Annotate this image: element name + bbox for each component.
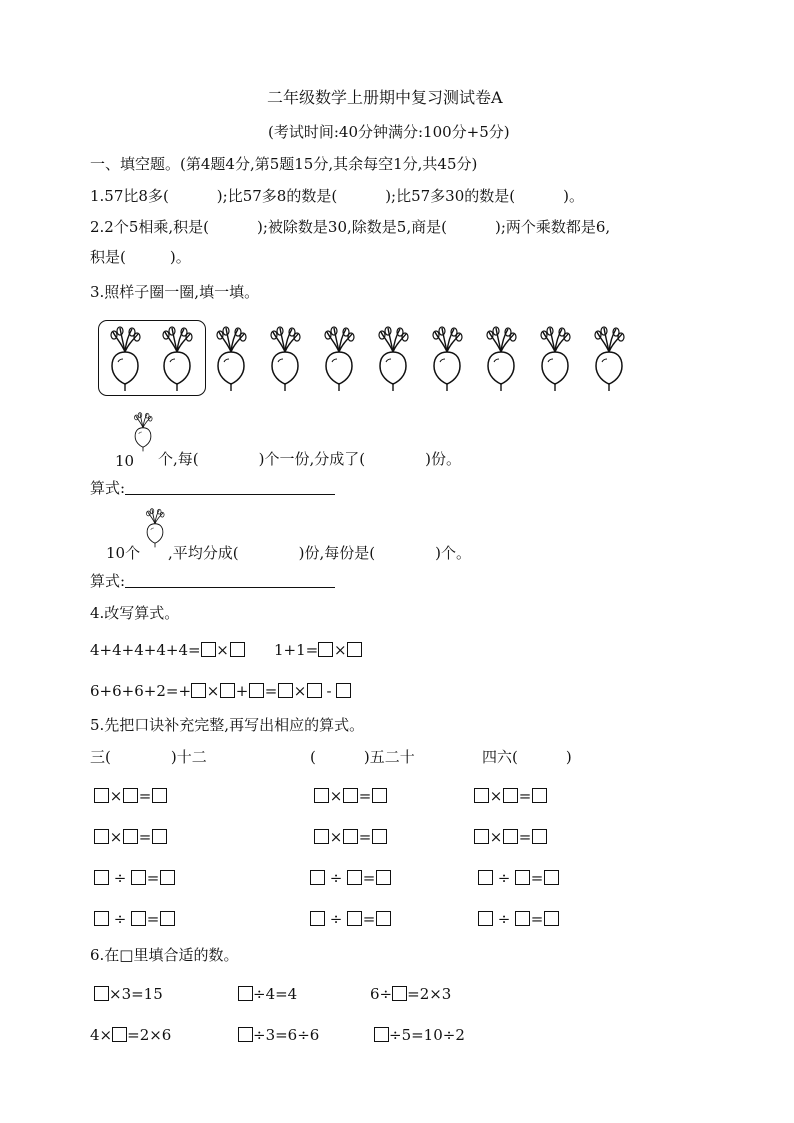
q5-eq (94, 786, 167, 806)
q5-eq (94, 868, 175, 888)
answer-box[interactable] (478, 911, 493, 926)
answer-box[interactable] (310, 911, 325, 926)
q3b-formula (90, 571, 335, 591)
answer-box[interactable] (131, 870, 146, 885)
answer-box[interactable] (278, 683, 293, 698)
radish-icon (534, 326, 576, 392)
equals-sign: = (146, 910, 160, 928)
q3b-number: 10个 (106, 544, 141, 562)
q4-expr-2: 1+1= (274, 641, 319, 659)
times-sign: × (489, 828, 503, 846)
q5-rhyme-3 (482, 747, 572, 767)
question-6-heading: 6.在□里填合适的数。 (90, 946, 239, 964)
times-sign: × (333, 641, 347, 659)
equals-sign: = (362, 910, 376, 928)
q5-eq (478, 868, 559, 888)
q6-expr: 4× (90, 1026, 113, 1044)
times-sign: × (329, 787, 343, 805)
equals-sign: = (362, 869, 376, 887)
question-3-heading: 3.照样子圈一圈,填一填。 (90, 283, 260, 301)
answer-box[interactable] (376, 911, 391, 926)
rhyme-text: 四六( (482, 748, 518, 766)
q2-text-3: );两个乘数都是6, (494, 218, 611, 236)
minus-sign: - (326, 682, 332, 700)
q6-item (374, 1025, 465, 1045)
q4-expr-1: 4+4+4+4+4= (90, 641, 201, 659)
answer-box[interactable] (392, 986, 407, 1001)
divide-sign: ÷ (497, 910, 511, 928)
answer-box[interactable] (532, 788, 547, 803)
rhyme-text: ) (565, 748, 572, 766)
answer-box[interactable] (474, 788, 489, 803)
answer-box[interactable] (310, 870, 325, 885)
q6-item (370, 984, 451, 1004)
answer-box[interactable] (314, 829, 329, 844)
answer-box[interactable] (474, 829, 489, 844)
q1-text-1: 1.57比8多( (90, 187, 169, 205)
plus-sign: + (235, 682, 249, 700)
answer-box[interactable] (347, 642, 362, 657)
divide-sign: ÷ (329, 869, 343, 887)
answer-box[interactable] (152, 829, 167, 844)
answer-box[interactable] (123, 829, 138, 844)
q3b-text-2: )份,每份是( (298, 544, 376, 562)
equals-sign: = (138, 787, 152, 805)
answer-line[interactable] (125, 480, 335, 495)
question-2-line-2 (90, 247, 191, 267)
radish-icon (480, 326, 522, 392)
answer-box[interactable] (347, 870, 362, 885)
question-3a (158, 449, 461, 469)
answer-box[interactable] (376, 870, 391, 885)
question-2 (90, 217, 610, 237)
answer-box[interactable] (94, 870, 109, 885)
answer-box[interactable] (314, 788, 329, 803)
radish-icon (142, 508, 168, 548)
answer-box[interactable] (307, 683, 322, 698)
formula-label: 算式: (90, 572, 126, 590)
answer-box[interactable] (112, 1027, 127, 1042)
q6-expr: =2×6 (127, 1026, 172, 1044)
q1-text-2: );比57多8的数是( (216, 187, 338, 205)
answer-box[interactable] (478, 870, 493, 885)
radish-icon (104, 326, 146, 392)
q6-expr: 6÷ (370, 985, 393, 1003)
q2-text-1: 2.2个5相乘,积是( (90, 218, 210, 236)
q3b-text-3: )个。 (435, 544, 471, 562)
answer-box[interactable] (343, 829, 358, 844)
answer-box[interactable] (374, 1027, 389, 1042)
radish-icon (318, 326, 360, 392)
equals-sign: = (518, 828, 532, 846)
rhyme-text: ( (310, 748, 316, 766)
q2-text-4: 积是( (90, 248, 126, 266)
page-title: 二年级数学上册期中复习测试卷A (267, 88, 503, 107)
radish-icon (156, 326, 198, 392)
q6-expr: =2×3 (407, 985, 452, 1003)
q5-eq (310, 868, 391, 888)
q3a-text-3: )份。 (425, 450, 461, 468)
q4-expr-3: 6+6+6+2=+ (90, 682, 192, 700)
answer-box[interactable] (347, 911, 362, 926)
rhyme-text: 三( (90, 748, 111, 766)
answer-box[interactable] (532, 829, 547, 844)
q3a-number: 10 (115, 452, 135, 470)
answer-box[interactable] (230, 642, 245, 657)
equals-sign: = (146, 869, 160, 887)
formula-label: 算式: (90, 479, 126, 497)
q3a-formula (90, 478, 335, 498)
q5-eq (310, 909, 391, 929)
question-5-heading: 5.先把口诀补充完整,再写出相应的算式。 (90, 716, 365, 734)
q6-item (238, 984, 297, 1004)
q5-eq (314, 786, 387, 806)
equals-sign: = (518, 787, 532, 805)
answer-box[interactable] (191, 683, 206, 698)
q6-item (90, 1025, 171, 1045)
q6-item (238, 1025, 319, 1045)
answer-box[interactable] (544, 870, 559, 885)
q3b-text-1: ,平均分成( (168, 544, 239, 562)
answer-box[interactable] (220, 683, 235, 698)
q5-eq (474, 827, 547, 847)
q5-rhyme-2 (310, 747, 415, 767)
answer-box[interactable] (238, 1027, 253, 1042)
radish-icon (210, 326, 252, 392)
divide-sign: ÷ (329, 910, 343, 928)
divide-sign: ÷ (497, 869, 511, 887)
equals-sign: = (530, 910, 544, 928)
q3a-text-2: )个一份,分成了( (258, 450, 366, 468)
answer-box[interactable] (343, 788, 358, 803)
q1-text-3: );比57多30的数是( (385, 187, 516, 205)
q1-text-4: )。 (563, 187, 584, 205)
equals-sign: = (358, 787, 372, 805)
answer-box[interactable] (249, 683, 264, 698)
q6-expr: ÷3=6÷6 (253, 1026, 320, 1044)
answer-box[interactable] (544, 911, 559, 926)
radish-icon (130, 412, 156, 452)
equals-sign: = (264, 682, 278, 700)
answer-box[interactable] (336, 683, 351, 698)
answer-box[interactable] (372, 788, 387, 803)
divide-sign: ÷ (113, 869, 127, 887)
times-sign: × (489, 787, 503, 805)
divide-sign: ÷ (113, 910, 127, 928)
q5-eq (478, 909, 559, 929)
times-sign: × (109, 828, 123, 846)
q3a-text-1: 个,每( (158, 450, 199, 468)
answer-box[interactable] (94, 911, 109, 926)
rhyme-text: )十二 (170, 748, 207, 766)
q4-row-1b (274, 640, 362, 660)
q2-text-5: )。 (169, 248, 191, 266)
radish-icon (588, 326, 630, 392)
q5-eq (94, 909, 175, 929)
page-subtitle: (考试时间:40分钟满分:100分+5分) (268, 123, 510, 141)
answer-box[interactable] (123, 788, 138, 803)
times-sign: × (109, 787, 123, 805)
q5-eq (94, 827, 167, 847)
answer-box[interactable] (372, 829, 387, 844)
answer-line[interactable] (125, 573, 335, 588)
q6-expr: ÷4=4 (253, 985, 298, 1003)
answer-box[interactable] (94, 829, 109, 844)
answer-box[interactable] (318, 642, 333, 657)
equals-sign: = (530, 869, 544, 887)
q4-row-1 (90, 640, 245, 660)
answer-box[interactable] (238, 986, 253, 1001)
q2-text-2: );被除数是30,除数是5,商是( (257, 218, 447, 236)
q5-rhyme-1 (90, 747, 207, 767)
rhyme-text: )五二十 (363, 748, 415, 766)
radish-icon (372, 326, 414, 392)
section-heading: 一、填空题。(第4题4分,第5题15分,其余每空1分,共45分) (90, 155, 478, 173)
q6-item (94, 984, 163, 1004)
q5-eq (314, 827, 387, 847)
equals-sign: = (138, 828, 152, 846)
question-1 (90, 186, 584, 206)
question-4-heading: 4.改写算式。 (90, 604, 180, 622)
equals-sign: = (358, 828, 372, 846)
times-sign: × (293, 682, 307, 700)
q4-row-2 (90, 681, 351, 701)
answer-box[interactable] (515, 911, 530, 926)
times-sign: × (216, 641, 229, 659)
answer-box[interactable] (160, 870, 175, 885)
answer-box[interactable] (515, 870, 530, 885)
answer-box[interactable] (160, 911, 175, 926)
answer-box[interactable] (503, 829, 518, 844)
answer-box[interactable] (131, 911, 146, 926)
question-3b (168, 543, 471, 563)
q5-eq (474, 786, 547, 806)
q6-expr: ÷5=10÷2 (389, 1026, 465, 1044)
times-sign: × (206, 682, 220, 700)
answer-box[interactable] (503, 788, 518, 803)
answer-box[interactable] (94, 986, 109, 1001)
radish-illustration (98, 320, 638, 398)
radish-icon (264, 326, 306, 392)
answer-box[interactable] (201, 642, 216, 657)
radish-icon (426, 326, 468, 392)
times-sign: × (329, 828, 343, 846)
answer-box[interactable] (152, 788, 167, 803)
answer-box[interactable] (94, 788, 109, 803)
q6-expr: ×3=15 (109, 985, 163, 1003)
